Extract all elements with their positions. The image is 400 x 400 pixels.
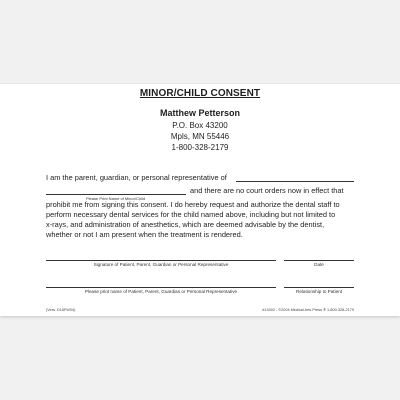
- signature-field[interactable]: [46, 260, 276, 261]
- relationship-field[interactable]: [284, 287, 354, 288]
- statement-line1: I am the parent, guardian, or personal representative of: [46, 173, 227, 182]
- provider-name: Matthew Petterson: [159, 108, 240, 118]
- statement-line3: prohibit me from signing this consent. I do hereby request and authorize the dental staff to: [46, 200, 340, 209]
- statement-line5: x-rays, and administration of anesthetics, which are deemed advisable by the dentist,: [46, 220, 325, 229]
- provider-phone: 1-800-328-2179: [171, 143, 229, 152]
- date-caption: Date: [314, 262, 324, 267]
- statement-line2: and there are no court orders now in effect that: [190, 186, 344, 195]
- minor-name-field[interactable]: [46, 194, 186, 195]
- version-label: (Vers. D15FW04): [46, 308, 76, 312]
- minor-name-field-line1[interactable]: [236, 181, 354, 182]
- signature-caption: Signature of Patient, Parent, Guardian or Personal Representative: [93, 262, 229, 267]
- consent-form-card: [0, 84, 400, 316]
- relationship-caption: Relationship to Patient: [296, 289, 342, 294]
- date-field[interactable]: [284, 260, 354, 261]
- provider-address-line2: Mpls, MN 55446: [170, 132, 230, 141]
- provider-address-line1: P.O. Box 43200: [172, 121, 228, 130]
- statement-line6: whether or not I am present when the treatment is rendered.: [46, 230, 243, 239]
- copyright-label: #13402 - ©2004 Medical Arts Press ® 1-800-328-2179: [262, 308, 354, 312]
- print-name-field[interactable]: [46, 287, 276, 288]
- print-name-caption: Please print name of Patient, Parent, Guardian or Personal Representative: [84, 289, 238, 294]
- minor-name-caption: Please Print Name of Minor/Child: [86, 196, 146, 201]
- statement-line4: perform necessary dental services for the child named above, including but not limited to: [46, 210, 336, 219]
- form-title: MINOR/CHILD CONSENT: [139, 88, 261, 99]
